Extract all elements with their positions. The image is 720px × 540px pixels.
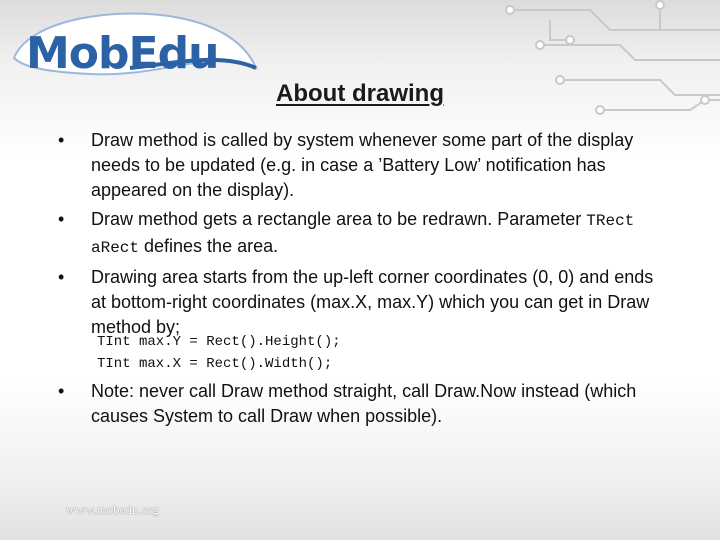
- bullet-item: [58, 128, 658, 203]
- bullet-text: Draw method is called by system whenever some part of the display needs to be updated (e.g. in case a ’Battery Low’ notification has appeared on the display).: [91, 130, 634, 200]
- code-line: TInt max.Y = Rect().Height();: [97, 334, 341, 350]
- bullet-marker: •: [58, 209, 65, 229]
- slide-title: About drawing: [276, 80, 444, 107]
- mobedu-logo: [10, 8, 260, 84]
- logo-text: MobEdu: [26, 28, 219, 79]
- bullet-text: Draw method gets a rectangle area to be redrawn. Parameter: [91, 209, 587, 229]
- inline-code: TRect aRect: [91, 212, 635, 257]
- bullet-item: [58, 379, 658, 429]
- bullet-list: [58, 128, 658, 344]
- bullet-marker: •: [58, 381, 65, 401]
- bullet-marker: •: [58, 267, 65, 287]
- code-block: [97, 331, 341, 375]
- code-line: TInt max.X = Rect().Width();: [97, 356, 333, 372]
- bullet-marker: •: [58, 130, 65, 150]
- bullet-item: [58, 207, 658, 261]
- bullet-text: Drawing area starts from the up-left corner coordinates (0, 0) and ends at bottom-right coordinates (max.X, max.Y) which you can get in Draw method by;: [91, 267, 654, 337]
- bullet-text: Note: never call Draw method straight, call Draw.Now instead (which causes System to call Draw when possible).: [91, 381, 637, 426]
- bullet-list-last: [58, 379, 658, 433]
- bullet-text-end: defines the area.: [139, 236, 279, 256]
- bullet-item: [58, 265, 658, 340]
- footer-url: www.mobedu.org: [66, 502, 159, 517]
